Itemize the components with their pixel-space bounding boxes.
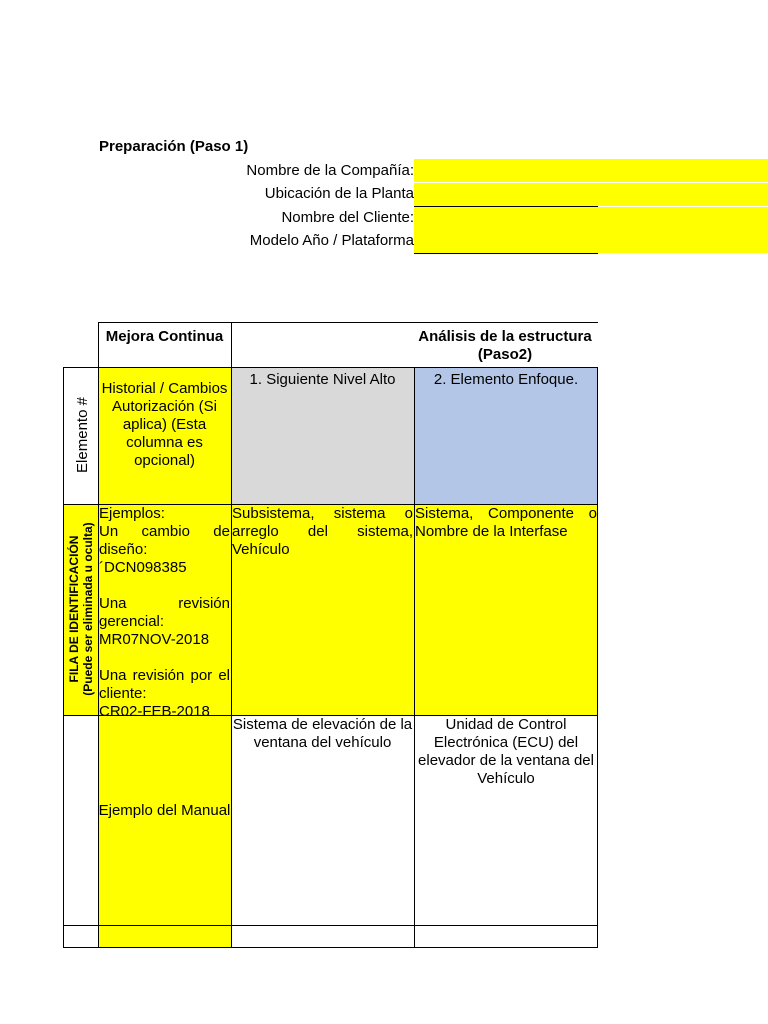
system-text: Sistema, Componente o Nombre de la Interfase [415,505,597,540]
preparation-title: Preparación (Paso 1) [99,138,249,155]
element-number-label: Elemento # [74,397,91,473]
example-management-review-text: Una revisión gerencial: [99,595,230,630]
customer-name-label: Nombre del Cliente: [281,209,414,226]
next-level-header: 1. Siguiente Nivel Alto [249,371,396,388]
company-name-field[interactable] [414,159,768,182]
col2-border [231,322,232,947]
table-right-border [597,367,598,947]
company-name-label: Nombre de la Compañía: [246,162,414,179]
table-bottom-border [63,947,598,948]
history-changes-text: Historial / Cambios Autorización (Si aplica) (Esta columna es opcional) [101,380,228,469]
example-management-review-code: MR07NOV-2018 [99,631,210,648]
ecu-text: Unidad de Control Electrónica (ECU) del elevador de la ventana del Vehículo [418,716,594,787]
continuous-improvement-header: Mejora Continua [105,328,224,345]
plant-location-field[interactable] [414,183,768,206]
window-lift-system-text: Sistema de elevación de la ventana del vehículo [232,716,413,751]
identification-row-label: FILA DE IDENTIFICACIÓN [67,535,81,683]
model-year-underline [414,253,598,254]
model-year-field[interactable] [414,230,768,253]
row1-border [63,504,598,505]
model-year-label: Modelo Año / Plataforma [249,232,414,249]
examples-title: Ejemplos: [99,505,165,522]
row2-border [63,715,598,716]
subsystem-text: Subsistema, sistema o arreglo del sistema, Vehículo [232,505,413,558]
example-customer-review-text: Una revisión por el cliente: [99,667,230,702]
example-design-change-text: Un cambio de diseño: [99,523,230,558]
focus-element-header: 2. Elemento Enfoque. [433,371,579,388]
example-design-change-code: ´DCN098385 [99,559,187,576]
example-customer-review-code: CR02-FEB-2018 [99,703,210,715]
col3-border [414,367,415,947]
header-row-border [63,367,598,368]
structure-analysis-header: Análisis de la estructura (Paso2) [418,328,592,363]
customer-name-field[interactable] [414,207,768,230]
table-left-border [63,367,64,947]
row3-border [63,925,598,926]
plant-location-label: Ubicación de la Planta [264,185,414,202]
manual-example-cell-bg [98,715,231,947]
col1-border [98,322,99,947]
examples-cell [99,505,230,715]
identification-row-sublabel: (Puede ser eliminada u oculta) [81,522,95,696]
table-top-border [98,322,598,323]
manual-example-text: Ejemplo del Manual [98,802,231,819]
